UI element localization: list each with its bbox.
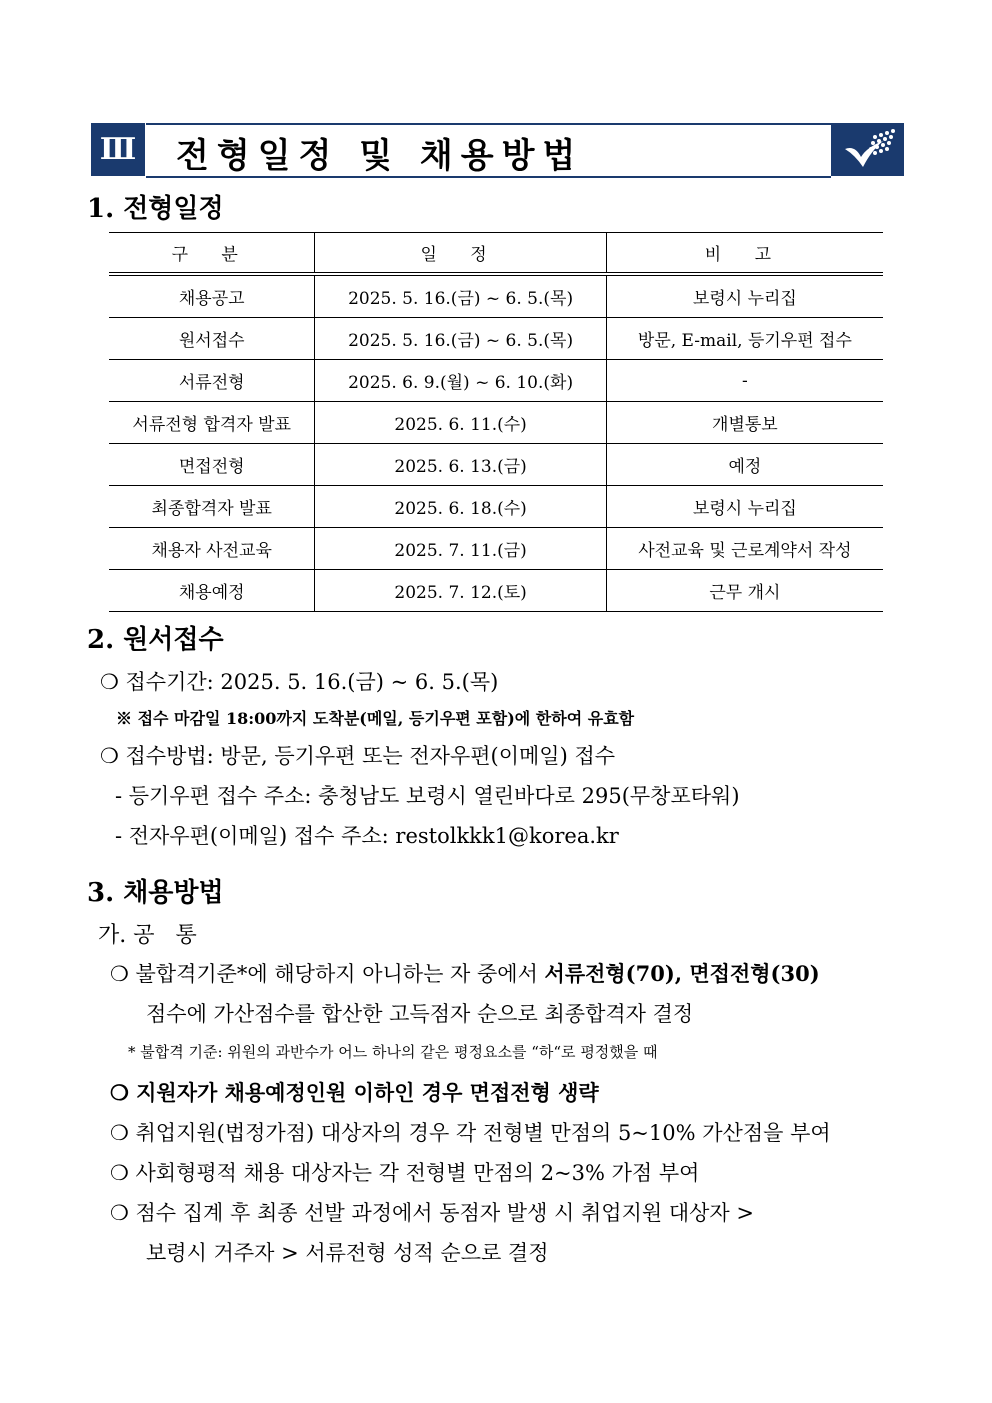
cell: 근무 개시 [606, 570, 883, 612]
page-title: 전형일정 및 채용방법 [176, 136, 584, 176]
subsection-common: 가. 공 통 [98, 923, 197, 948]
method-item-2: ❍ 지원자가 채용예정인원 이하인 경우 면접전형 생략 [110, 1080, 599, 1105]
cell: 2025. 7. 11.(금) [315, 528, 606, 570]
cell: 예정 [606, 444, 883, 486]
method-item-1: ❍ 불합격기준*에 해당하지 아니하는 자 중에서 서류전형(70), 면접전형(30) [110, 961, 820, 986]
footnote: * 불합격 기준: 위원의 과반수가 어느 하나의 같은 평정요소를 “하“로 평정했을 때 [128, 1043, 658, 1061]
cell: 2025. 6. 9.(월) ~ 6. 10.(화) [315, 360, 606, 402]
table-row [109, 402, 883, 444]
col-header: 일 정 [315, 233, 606, 275]
cell: 보령시 누리집 [606, 486, 883, 528]
cell: 2025. 6. 11.(수) [315, 402, 606, 444]
cell: 2025. 6. 18.(수) [315, 486, 606, 528]
section-number-badge: Ⅲ [91, 123, 145, 176]
org-logo-icon [831, 123, 904, 176]
cell: 서류전형 합격자 발표 [109, 402, 315, 444]
cell: 원서접수 [109, 318, 315, 360]
section2-title: 2. 원서접수 [87, 625, 224, 655]
method-item-3: ❍ 취업지원(법정가점) 대상자의 경우 각 전형별 만점의 5~10% 가산점을 부여 [110, 1121, 831, 1145]
table-row [109, 444, 883, 486]
cell: 2025. 7. 12.(토) [315, 570, 606, 612]
cell: 2025. 6. 13.(금) [315, 444, 606, 486]
cell: 채용자 사전교육 [109, 528, 315, 570]
table-header-row [109, 233, 883, 275]
cell: 개별통보 [606, 402, 883, 444]
cell: 면접전형 [109, 444, 315, 486]
email-address: - 전자우편(이메일) 접수 주소: restolkkk1@korea.kr [115, 824, 619, 848]
cell: - [606, 360, 883, 402]
cell: 2025. 5. 16.(금) ~ 6. 5.(목) [315, 318, 606, 360]
apply-period: ❍ 접수기간: 2025. 5. 16.(금) ~ 6. 5.(목) [100, 670, 499, 694]
cell: 채용예정 [109, 570, 315, 612]
cell: 보령시 누리집 [606, 274, 883, 318]
cell: 방문, E-mail, 등기우편 접수 [606, 318, 883, 360]
col-header: 비 고 [606, 233, 883, 275]
table-row [109, 274, 883, 318]
method-item-4: ❍ 사회형평적 채용 대상자는 각 전형별 만점의 2~3% 가점 부여 [110, 1161, 700, 1185]
cell: 사전교육 및 근로계약서 작성 [606, 528, 883, 570]
cell: 채용공고 [109, 274, 315, 318]
mail-address: - 등기우편 접수 주소: 충청남도 보령시 열린바다로 295(무창포타워) [115, 784, 740, 808]
table-row [109, 360, 883, 402]
col-header: 구 분 [109, 233, 315, 275]
method-item-5-cont: 보령시 거주자 > 서류전형 성적 순으로 결정 [146, 1241, 549, 1265]
section1-title: 1. 전형일정 [87, 194, 224, 224]
method-item-5: ❍ 점수 집계 후 최종 선발 과정에서 동점자 발생 시 취업지원 대상자 > [110, 1201, 754, 1225]
deadline-note: ※ 접수 마감일 18:00까지 도착분(메일, 등기우편 포함)에 한하여 유효함 [116, 709, 635, 728]
apply-method: ❍ 접수방법: 방문, 등기우편 또는 전자우편(이메일) 접수 [100, 744, 616, 768]
cell: 최종합격자 발표 [109, 486, 315, 528]
section3-title: 3. 채용방법 [87, 878, 224, 908]
method-item-1-cont: 점수에 가산점수를 합산한 고득점자 순으로 최종합격자 결정 [146, 1002, 694, 1026]
table-row [109, 570, 883, 612]
cell: 서류전형 [109, 360, 315, 402]
schedule-table [109, 232, 883, 612]
table-row [109, 486, 883, 528]
table-row [109, 318, 883, 360]
table-row [109, 528, 883, 570]
cell: 2025. 5. 16.(금) ~ 6. 5.(목) [315, 274, 606, 318]
